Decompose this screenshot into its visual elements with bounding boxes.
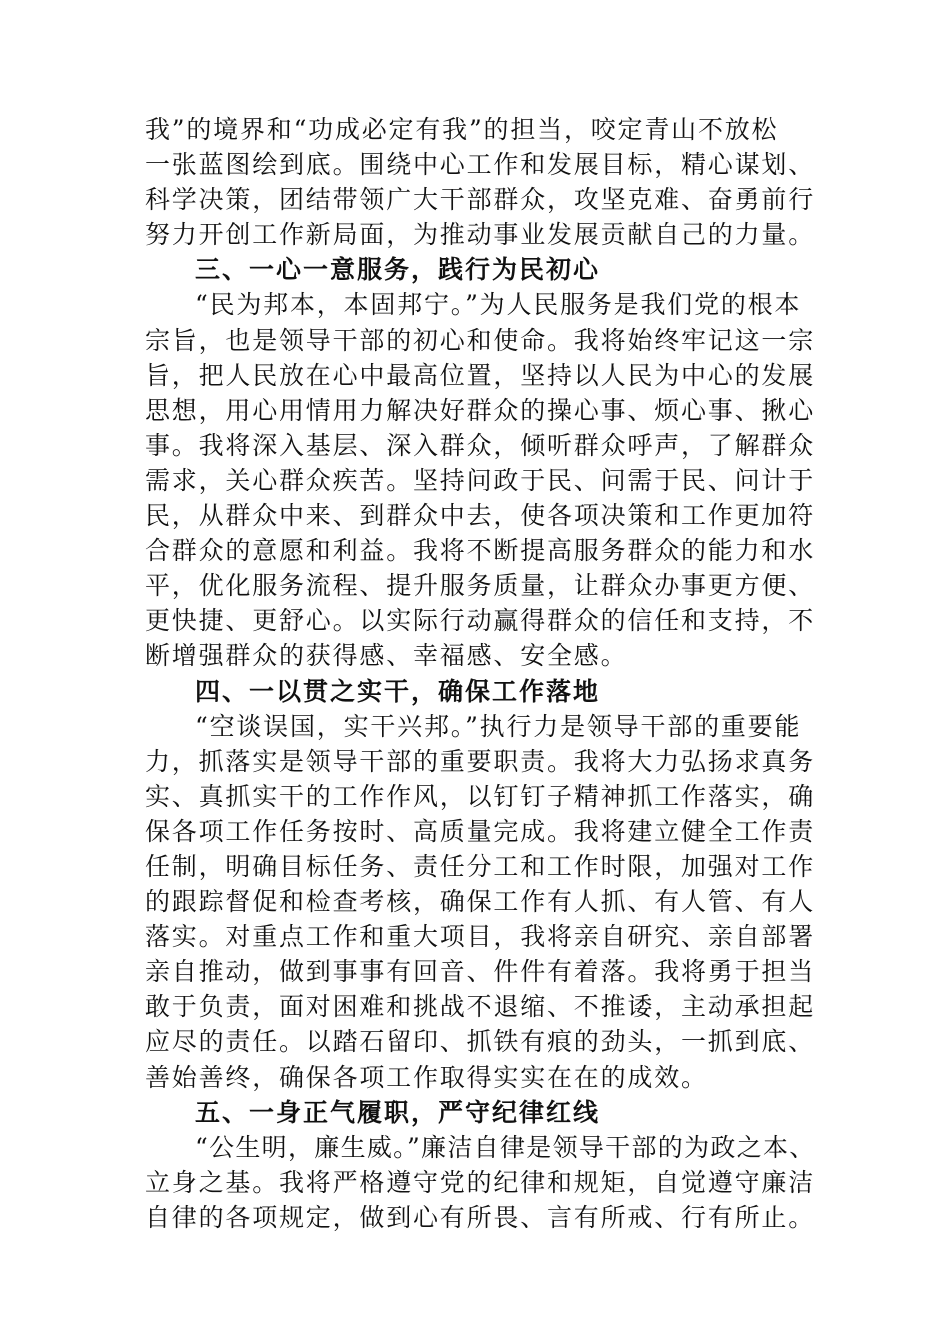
paragraph-line: 更快捷、更舒心。以实际行动赢得群众的信任和支持，不: [145, 606, 816, 636]
paragraph-line: 断增强群众的获得感、幸福感、安全感。: [145, 641, 628, 671]
paragraph-line: 实、真抓实干的工作作风，以钉钉子精神抓工作落实，确: [145, 781, 816, 811]
paragraph-line: 善始善终，确保各项工作取得实实在在的成效。: [145, 1062, 708, 1092]
paragraph-line: 任制，明确目标任务、责任分工和工作时限，加强对工作: [145, 851, 816, 881]
document-body: [145, 112, 817, 1235]
section-heading: 五、一身正气履职，严守纪律红线: [195, 1097, 601, 1127]
paragraph-line: 旨，把人民放在心中最高位置，坚持以人民为中心的发展: [145, 360, 816, 390]
paragraph-line: 力，抓落实是领导干部的重要职责。我将大力弘扬求真务: [145, 746, 816, 776]
paragraph-line: 事。我将深入基层、深入群众，倾听群众呼声，了解群众: [145, 430, 816, 460]
paragraph-line: 需求，关心群众疾苦。坚持问政于民、问需于民、问计于: [145, 465, 816, 495]
paragraph-line: 我”的境界和“功成必定有我”的担当，咬定青山不放松: [145, 115, 779, 144]
paragraph-line: 思想，用心用情用力解决好群众的操心事、烦心事、揪心: [145, 395, 816, 425]
paragraph-line: 民，从群众中来、到群众中去，使各项决策和工作更加符: [145, 501, 816, 531]
paragraph-line: 宗旨，也是领导干部的初心和使命。我将始终牢记这一宗: [145, 325, 816, 355]
paragraph-line: 敢于负责，面对困难和挑战不退缩、不推诿，主动承担起: [145, 992, 816, 1022]
paragraph-line: 保各项工作任务按时、高质量完成。我将建立健全工作责: [145, 816, 816, 846]
paragraph-line: 落实。对重点工作和重大项目，我将亲自研究、亲自部署: [145, 922, 816, 952]
paragraph-line: 一张蓝图绘到底。围绕中心工作和发展目标，精心谋划、: [145, 150, 816, 180]
paragraph-line: 应尽的责任。以踏石留印、抓铁有痕的劲头，一抓到底、: [145, 1027, 816, 1057]
paragraph-line: “民为邦本，本固邦宁。”为人民服务是我们党的根本: [195, 290, 802, 320]
paragraph-line: 科学决策，团结带领广大干部群众，攻坚克难、奋勇前行: [145, 185, 816, 215]
paragraph-line: 亲自推动，做到事事有回音、件件有着落。我将勇于担当: [145, 957, 816, 987]
section-heading: 三、一心一意服务，践行为民初心: [195, 255, 601, 285]
paragraph-line: 立身之基。我将严格遵守党的纪律和规矩，自觉遵守廉洁: [145, 1167, 816, 1197]
section-heading: 四、一以贯之实干，确保工作落地: [195, 676, 601, 706]
paragraph-line: 努力开创工作新局面，为推动事业发展贡献自己的力量。: [145, 220, 816, 250]
paragraph-line: 的跟踪督促和检查考核，确保工作有人抓、有人管、有人: [145, 887, 816, 917]
paragraph-line: 自律的各项规定，做到心有所畏、言有所戒、行有所止。: [145, 1202, 816, 1232]
paragraph-line: 平，优化服务流程、提升服务质量，让群众办事更方便、: [145, 571, 816, 601]
paragraph-line: “公生明，廉生威。”廉洁自律是领导干部的为政之本、: [195, 1132, 816, 1162]
paragraph-line: “空谈误国，实干兴邦。”执行力是领导干部的重要能: [195, 711, 802, 741]
paragraph-line: 合群众的意愿和利益。我将不断提高服务群众的能力和水: [145, 536, 816, 566]
